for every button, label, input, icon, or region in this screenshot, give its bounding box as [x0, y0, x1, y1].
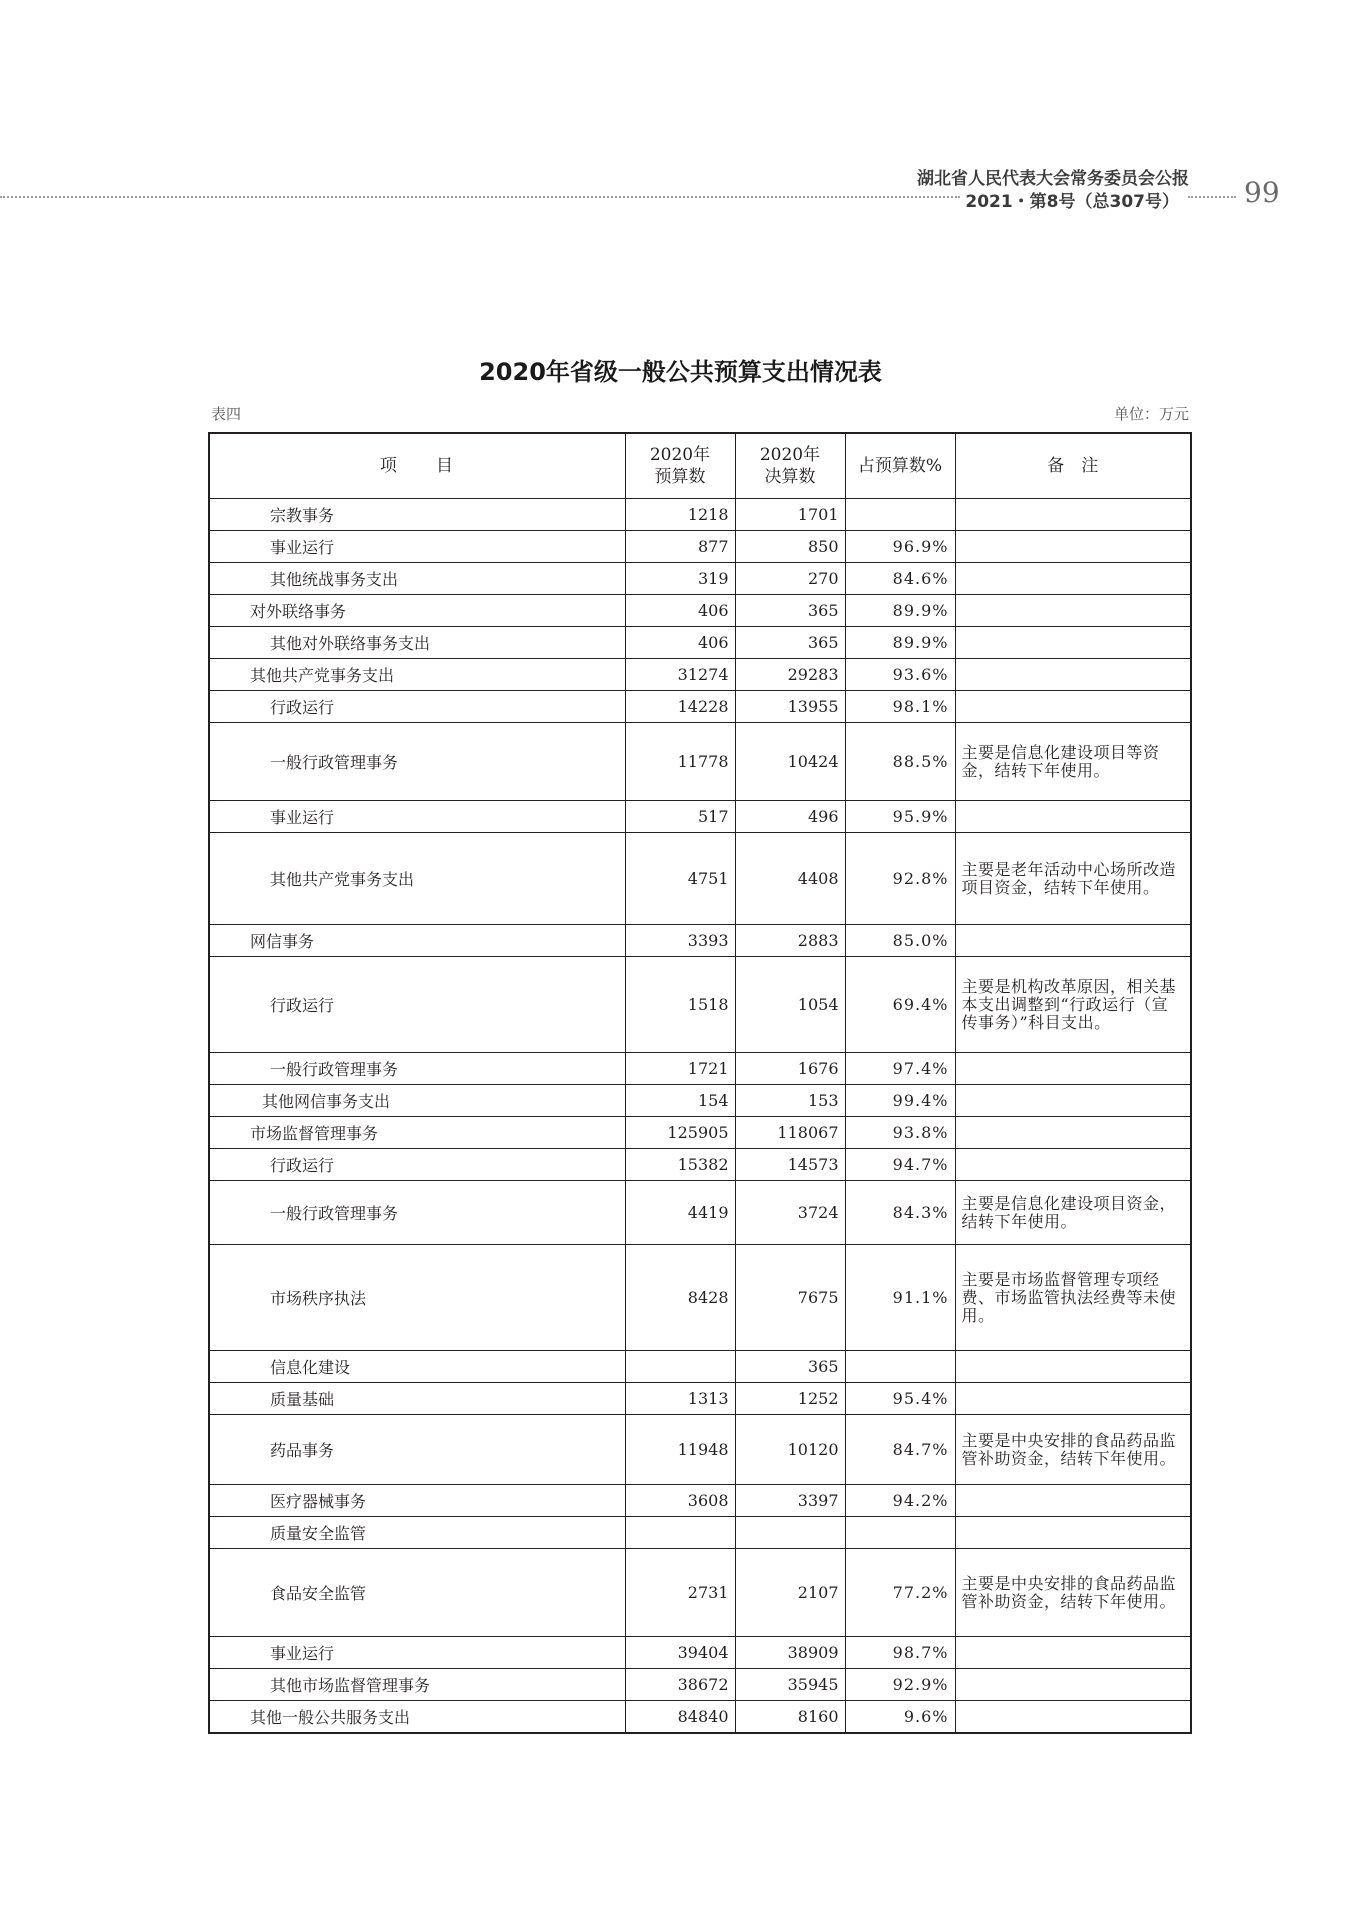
row-note	[955, 925, 1191, 957]
row-budget-value: 1518	[625, 957, 735, 1053]
row-percent-value: 91.1%	[845, 1245, 955, 1351]
row-note	[955, 499, 1191, 531]
row-note	[955, 531, 1191, 563]
row-note	[955, 1701, 1191, 1733]
row-item-name: 行政运行	[209, 957, 625, 1053]
row-final-value: 4408	[735, 833, 845, 925]
table-row	[209, 1415, 1191, 1485]
table-row	[209, 691, 1191, 723]
row-final-value: 38909	[735, 1637, 845, 1669]
row-note	[955, 1669, 1191, 1701]
row-budget-value: 517	[625, 801, 735, 833]
col-header-budget-year: 2020年	[649, 445, 711, 465]
row-percent-value: 69.4%	[845, 957, 955, 1053]
table-number: 表四	[211, 405, 242, 423]
row-note: 主要是信息化建设项目等资金，结转下年使用。	[955, 723, 1191, 801]
row-item-name: 宗教事务	[209, 499, 625, 531]
row-budget-value: 14228	[625, 691, 735, 723]
row-final-value: 13955	[735, 691, 845, 723]
row-final-value: 365	[735, 1351, 845, 1383]
row-percent-value: 92.8%	[845, 833, 955, 925]
row-percent-value: 95.9%	[845, 801, 955, 833]
table-row	[209, 1669, 1191, 1701]
row-item-name: 事业运行	[209, 801, 625, 833]
row-note	[955, 1637, 1191, 1669]
budget-table	[208, 432, 1192, 1734]
row-final-value: 270	[735, 563, 845, 595]
col-header-budget-label: 预算数	[654, 467, 706, 487]
row-budget-value: 39404	[625, 1637, 735, 1669]
row-note	[955, 1149, 1191, 1181]
row-percent-value: 93.8%	[845, 1117, 955, 1149]
row-note	[955, 659, 1191, 691]
row-final-value: 1054	[735, 957, 845, 1053]
table-row	[209, 595, 1191, 627]
table-row	[209, 1701, 1191, 1733]
col-header-pct: 占预算数%	[845, 433, 955, 499]
row-budget-value	[625, 1351, 735, 1383]
row-budget-value: 15382	[625, 1149, 735, 1181]
header-dotted-rule-left	[0, 196, 960, 198]
row-percent-value	[845, 1351, 955, 1383]
row-note	[955, 563, 1191, 595]
row-note	[955, 1485, 1191, 1517]
row-budget-value: 11948	[625, 1415, 735, 1485]
row-percent-value	[845, 1517, 955, 1549]
row-final-value: 7675	[735, 1245, 845, 1351]
table-row	[209, 1117, 1191, 1149]
row-note	[955, 595, 1191, 627]
row-budget-value: 1218	[625, 499, 735, 531]
table-row	[209, 957, 1191, 1053]
row-percent-value: 9.6%	[845, 1701, 955, 1733]
row-percent-value: 84.7%	[845, 1415, 955, 1485]
row-percent-value: 92.9%	[845, 1669, 955, 1701]
row-budget-value: 319	[625, 563, 735, 595]
table-row	[209, 801, 1191, 833]
row-item-name: 质量安全监管	[209, 1517, 625, 1549]
col-header-final	[735, 433, 845, 499]
table-row	[209, 1053, 1191, 1085]
row-percent-value: 96.9%	[845, 531, 955, 563]
row-note: 主要是老年活动中心场所改造项目资金，结转下年使用。	[955, 833, 1191, 925]
row-final-value: 118067	[735, 1117, 845, 1149]
col-header-final-year: 2020年	[759, 445, 821, 465]
row-final-value: 365	[735, 595, 845, 627]
table-row	[209, 1085, 1191, 1117]
row-budget-value: 406	[625, 627, 735, 659]
row-percent-value: 89.9%	[845, 595, 955, 627]
row-item-name: 市场秩序执法	[209, 1245, 625, 1351]
row-note	[955, 801, 1191, 833]
row-budget-value: 3608	[625, 1485, 735, 1517]
row-final-value: 153	[735, 1085, 845, 1117]
row-budget-value: 4419	[625, 1181, 735, 1245]
table-row	[209, 1517, 1191, 1549]
row-note: 主要是中央安排的食品药品监管补助资金，结转下年使用。	[955, 1415, 1191, 1485]
row-item-name: 一般行政管理事务	[209, 723, 625, 801]
table-row	[209, 627, 1191, 659]
table-row	[209, 1549, 1191, 1637]
issue-info: 2021・第8号（总307号）	[965, 192, 1179, 212]
row-percent-value: 89.9%	[845, 627, 955, 659]
row-final-value: 1676	[735, 1053, 845, 1085]
row-percent-value: 84.3%	[845, 1181, 955, 1245]
row-percent-value: 95.4%	[845, 1383, 955, 1415]
row-item-name: 其他网信事务支出	[209, 1085, 625, 1117]
row-final-value: 3397	[735, 1485, 845, 1517]
table-row	[209, 723, 1191, 801]
row-note	[955, 1085, 1191, 1117]
row-budget-value: 3393	[625, 925, 735, 957]
row-item-name: 药品事务	[209, 1415, 625, 1485]
row-budget-value: 154	[625, 1085, 735, 1117]
row-percent-value: 84.6%	[845, 563, 955, 595]
row-item-name: 其他共产党事务支出	[209, 833, 625, 925]
row-note	[955, 691, 1191, 723]
row-budget-value: 84840	[625, 1701, 735, 1733]
row-budget-value	[625, 1517, 735, 1549]
row-final-value: 2883	[735, 925, 845, 957]
row-final-value: 3724	[735, 1181, 845, 1245]
row-final-value: 29283	[735, 659, 845, 691]
row-final-value: 365	[735, 627, 845, 659]
row-item-name: 其他共产党事务支出	[209, 659, 625, 691]
table-header-row	[209, 433, 1191, 499]
row-note	[955, 627, 1191, 659]
row-final-value	[735, 1517, 845, 1549]
row-item-name: 一般行政管理事务	[209, 1053, 625, 1085]
table-row	[209, 659, 1191, 691]
row-item-name: 一般行政管理事务	[209, 1181, 625, 1245]
row-budget-value: 1721	[625, 1053, 735, 1085]
table-row	[209, 563, 1191, 595]
row-percent-value: 88.5%	[845, 723, 955, 801]
table-body	[209, 499, 1191, 1733]
row-final-value: 1252	[735, 1383, 845, 1415]
row-percent-value: 98.7%	[845, 1637, 955, 1669]
row-final-value: 850	[735, 531, 845, 563]
row-budget-value: 4751	[625, 833, 735, 925]
col-header-budget	[625, 433, 735, 499]
row-note: 主要是信息化建设项目资金，结转下年使用。	[955, 1181, 1191, 1245]
row-note	[955, 1351, 1191, 1383]
table-row	[209, 531, 1191, 563]
row-item-name: 其他一般公共服务支出	[209, 1701, 625, 1733]
row-item-name: 市场监督管理事务	[209, 1117, 625, 1149]
col-header-final-label: 决算数	[764, 467, 816, 487]
row-note	[955, 1383, 1191, 1415]
page-number: 99	[1244, 176, 1280, 209]
row-final-value: 8160	[735, 1701, 845, 1733]
row-budget-value: 8428	[625, 1245, 735, 1351]
row-final-value: 496	[735, 801, 845, 833]
row-item-name: 其他市场监督管理事务	[209, 1669, 625, 1701]
col-header-item: 项 目	[209, 433, 625, 499]
row-percent-value: 98.1%	[845, 691, 955, 723]
table-row	[209, 1149, 1191, 1181]
table-row	[209, 925, 1191, 957]
row-percent-value: 97.4%	[845, 1053, 955, 1085]
row-final-value: 35945	[735, 1669, 845, 1701]
row-percent-value: 77.2%	[845, 1549, 955, 1637]
row-item-name: 网信事务	[209, 925, 625, 957]
row-budget-value: 2731	[625, 1549, 735, 1637]
journal-name: 湖北省人民代表大会常务委员会公报	[917, 169, 1189, 189]
row-item-name: 食品安全监管	[209, 1549, 625, 1637]
row-item-name: 行政运行	[209, 691, 625, 723]
row-item-name: 其他对外联络事务支出	[209, 627, 625, 659]
table-row	[209, 499, 1191, 531]
table-row	[209, 1383, 1191, 1415]
header-dotted-rule-right	[1188, 196, 1236, 198]
row-final-value: 10120	[735, 1415, 845, 1485]
row-item-name: 医疗器械事务	[209, 1485, 625, 1517]
row-budget-value: 877	[625, 531, 735, 563]
table-row	[209, 1637, 1191, 1669]
row-budget-value: 406	[625, 595, 735, 627]
row-final-value: 10424	[735, 723, 845, 801]
table-row	[209, 1181, 1191, 1245]
unit-label: 单位：万元	[1113, 405, 1189, 423]
table-row	[209, 1245, 1191, 1351]
row-item-name: 事业运行	[209, 1637, 625, 1669]
row-note	[955, 1117, 1191, 1149]
row-percent-value: 94.7%	[845, 1149, 955, 1181]
row-percent-value: 85.0%	[845, 925, 955, 957]
row-budget-value: 38672	[625, 1669, 735, 1701]
row-item-name: 对外联络事务	[209, 595, 625, 627]
row-percent-value: 93.6%	[845, 659, 955, 691]
row-item-name: 质量基础	[209, 1383, 625, 1415]
row-final-value: 1701	[735, 499, 845, 531]
row-item-name: 行政运行	[209, 1149, 625, 1181]
row-note: 主要是市场监督管理专项经费、市场监管执法经费等未使用。	[955, 1245, 1191, 1351]
row-budget-value: 1313	[625, 1383, 735, 1415]
row-final-value: 14573	[735, 1149, 845, 1181]
row-final-value: 2107	[735, 1549, 845, 1637]
table-row	[209, 1485, 1191, 1517]
row-percent-value: 99.4%	[845, 1085, 955, 1117]
row-budget-value: 125905	[625, 1117, 735, 1149]
col-header-note: 备 注	[955, 433, 1191, 499]
table-row	[209, 1351, 1191, 1383]
row-item-name: 事业运行	[209, 531, 625, 563]
row-percent-value	[845, 499, 955, 531]
row-note: 主要是中央安排的食品药品监管补助资金，结转下年使用。	[955, 1549, 1191, 1637]
row-percent-value: 94.2%	[845, 1485, 955, 1517]
row-budget-value: 31274	[625, 659, 735, 691]
row-note	[955, 1053, 1191, 1085]
row-item-name: 信息化建设	[209, 1351, 625, 1383]
table-title: 2020年省级一般公共预算支出情况表	[479, 358, 882, 386]
row-note	[955, 1517, 1191, 1549]
row-note: 主要是机构改革原因，相关基本支出调整到“行政运行（宣传事务）”科目支出。	[955, 957, 1191, 1053]
table-row	[209, 833, 1191, 925]
row-item-name: 其他统战事务支出	[209, 563, 625, 595]
row-budget-value: 11778	[625, 723, 735, 801]
